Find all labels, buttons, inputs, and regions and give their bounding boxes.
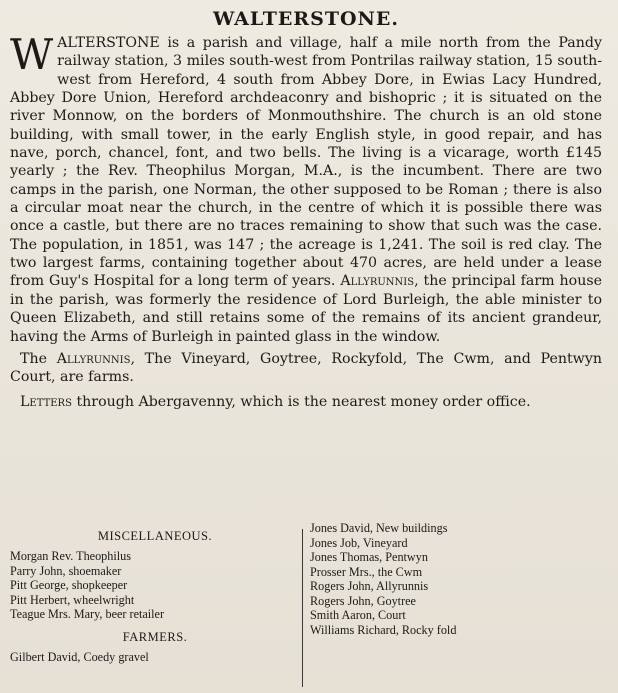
residents-directory — [10, 521, 602, 693]
letters-text: through Abergavenny, which is the nearest money order office. — [71, 393, 531, 410]
miscellaneous-heading: MISCELLANEOUS. — [97, 529, 213, 543]
allyrunnis-name: Allyrunnis — [340, 273, 415, 290]
description-text: ALTERSTONE is a parish and village, half a mile north from the Pandy railway station, 3 miles south-west from Pontrilas railway station, 15 south-west from Hereford, 4 south from Abbey Dore, in Ewias Lacy Hundred, Abbey Dore Union, Hereford archdeaconry and bishopric ; it is situated on the river Monnow, on the borders of Monmouthshire. The church is an old stone building, with small tower, in the early English style, in good repair, and has nave, porch, chancel, font, and two bells. The living is a vicarage, worth £145 yearly ; the Rev. Theophilus Morgan, M.A., is the incumbent. There are two camps in the parish, one Norman, the other supposed to be Roman ; there is also a circular moat near the church, in the centre of which it is possible there was once a castle, but there are no traces remaining to show that such was the case. The population, in 1851, was 147 ; the acreage is 1,241. The soil is red clay. The two largest farms, containing together about 470 acres, are held under a lease from Guy's Hospital for a long term of years. — [10, 35, 602, 290]
column-divider — [302, 529, 303, 687]
list-item: Rogers John, Allyrunnis — [310, 579, 429, 593]
farms-allyrunnis: Allyrunnis — [56, 350, 131, 367]
page-title: WALTERSTONE. — [213, 8, 399, 30]
list-item: Pitt George, shopkeeper — [10, 578, 128, 592]
list-item: Parry John, shoemaker — [10, 563, 122, 578]
list-item: Gilbert David, Coedy gravel — [10, 649, 149, 664]
left-column — [10, 521, 300, 664]
parish-description — [10, 30, 603, 346]
description-text-continued: , the principal farm house in the parish, was formerly the residence of Lord Burleigh, the able minister to Queen Elizabeth, and still retains some of the remains of its ancient grandeur, having the Arms of Burleigh in painted glass in the window. — [10, 273, 603, 345]
list-item: Williams Richard, Rocky fold — [310, 622, 457, 637]
list-item: Jones David, New buildings — [310, 521, 448, 535]
farms-paragraph — [10, 350, 602, 387]
letters-paragraph — [10, 393, 602, 411]
drop-cap: W — [10, 30, 54, 79]
list-item: Jones Thomas, Pentwyn — [310, 550, 428, 564]
list-item: Rogers John, Goytree — [310, 593, 416, 608]
list-item: Prosser Mrs., the Cwm — [310, 564, 423, 579]
farms-text-lead: The — [20, 350, 57, 367]
letters-word: Letters — [20, 393, 72, 410]
list-item: Pitt Herbert, wheelwright — [10, 592, 135, 607]
list-item: Smith Aaron, Court — [310, 608, 406, 622]
right-column — [310, 521, 600, 637]
farmers-heading: FARMERS. — [122, 629, 188, 644]
list-item: Teague Mrs. Mary, beer retailer — [10, 607, 165, 621]
list-item: Morgan Rev. Theophilus — [10, 549, 131, 563]
farms-text: , The Vineyard, Goytree, Rockyfold, The Cwm, and Pentwyn Court, are farms. — [10, 350, 602, 386]
list-item: Jones Job, Vineyard — [310, 535, 408, 550]
